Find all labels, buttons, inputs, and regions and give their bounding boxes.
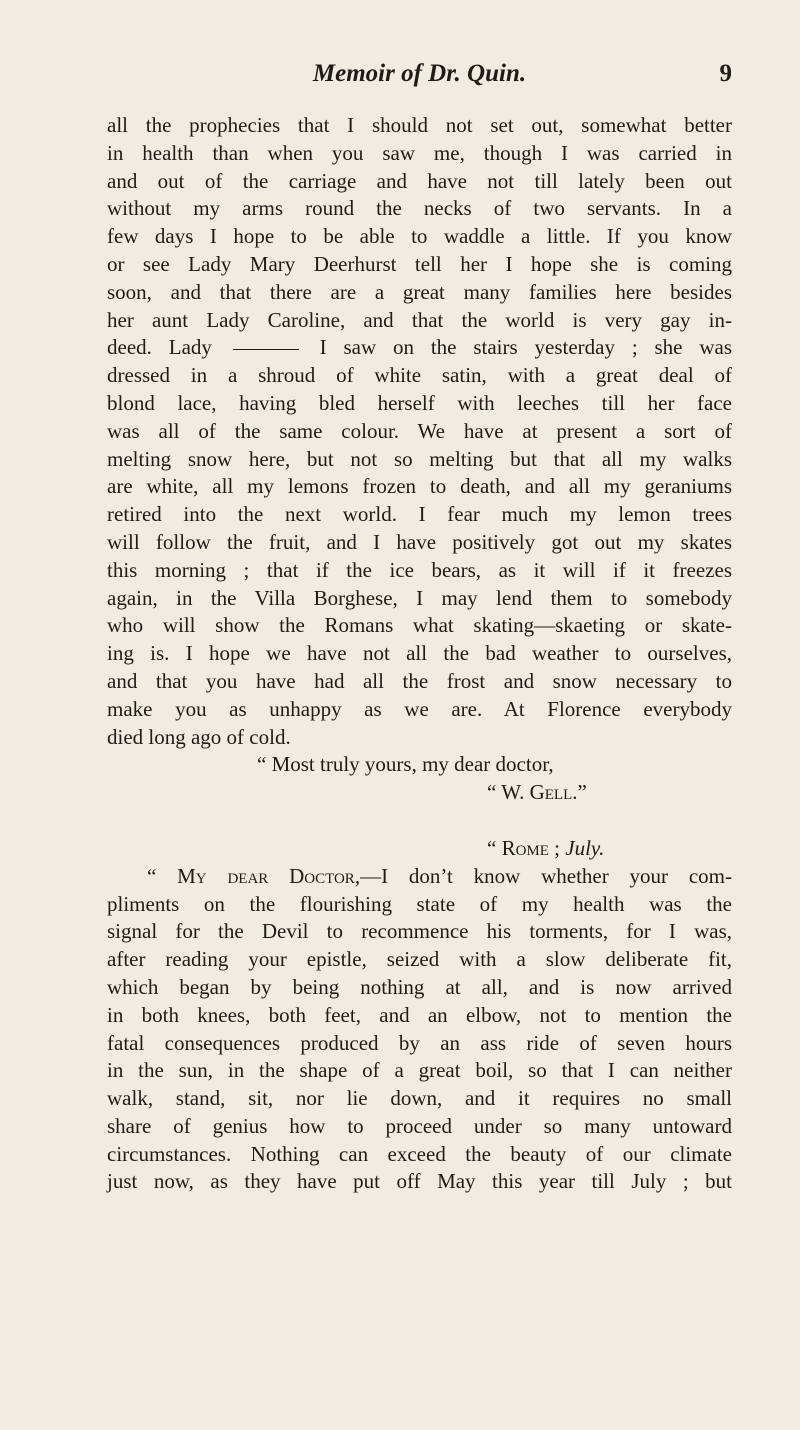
- text-line: again, in the Villa Borghese, I may lend them to somebody: [107, 585, 732, 610]
- line-segment: I saw on the stairs yesterday ; she was: [319, 335, 733, 360]
- line-segment: deed. Lady: [107, 335, 212, 360]
- line-segment: —I don’t know whether your com-: [360, 863, 733, 888]
- text-line: melting snow here, but not so melting but that all my walks: [107, 446, 732, 471]
- text-line: soon, and that there are a great many families here besides: [107, 279, 732, 304]
- text-line: her aunt Lady Caroline, and that the world is very gay in-: [107, 307, 732, 332]
- salutation: “ My dear Doctor,: [147, 863, 361, 888]
- text-line: ing is. I hope we have not all the bad weather to ourselves,: [107, 641, 732, 666]
- letter-closing: “ Most truly yours, my dear doctor,: [257, 752, 554, 777]
- text-line: which began by being nothing at all, and is now arrived: [107, 974, 732, 999]
- page-number: 9: [719, 60, 732, 87]
- text-line: died long ago of cold.: [107, 724, 291, 749]
- running-title: Memoir of Dr. Quin.: [312, 60, 527, 87]
- text-line: dressed in a shroud of white satin, with a great deal of: [107, 363, 732, 388]
- text-line: blond lace, having bled herself with leeches till her face: [107, 390, 732, 415]
- text-line: fatal consequences produced by an ass ride of seven hours: [107, 1030, 732, 1055]
- body-text: [107, 112, 732, 1196]
- text-line: and that you have had all the frost and snow necessary to: [107, 668, 732, 693]
- em-dash-rule: [233, 349, 299, 350]
- text-line: pliments on the flourishing state of my health was the: [107, 891, 732, 916]
- text-line: [107, 334, 732, 362]
- text-line: make you as unhappy as we are. At Florence everybody: [107, 696, 732, 721]
- dateline-place: “ Rome ;: [487, 835, 560, 860]
- text-line: share of genius how to proceed under so many untoward: [107, 1113, 732, 1138]
- letter-signature: “ W. Gell.”: [487, 780, 587, 805]
- text-line: after reading your epistle, seized with a slow deliberate fit,: [107, 947, 732, 972]
- text-line: signal for the Devil to recommence his torments, for I was,: [107, 919, 732, 944]
- text-line: was all of the same colour. We have at present a sort of: [107, 418, 732, 443]
- text-line: without my arms round the necks of two servants. In a: [107, 196, 732, 221]
- text-line: will follow the fruit, and I have positively got out my skates: [107, 529, 732, 554]
- dateline-date: July.: [565, 835, 605, 860]
- text-line: or see Lady Mary Deerhurst tell her I hope she is coming: [107, 251, 732, 276]
- dateline: [107, 835, 732, 863]
- text-line: this morning ; that if the ice bears, as it will if it freezes: [107, 557, 732, 582]
- text-line: in the sun, in the shape of a great boil, so that I can neither: [107, 1058, 732, 1083]
- text-line: all the prophecies that I should not set out, somewhat better: [107, 113, 732, 137]
- text-line: and out of the carriage and have not till lately been out: [107, 168, 732, 193]
- text-line: are white, all my lemons frozen to death, and all my geraniums: [107, 474, 732, 499]
- text-line: just now, as they have put off May this year till July ; but: [107, 1169, 732, 1194]
- text-line: in both knees, both feet, and an elbow, not to mention the: [107, 1002, 732, 1027]
- text-line: few days I hope to be able to waddle a little. If you know: [107, 224, 732, 249]
- text-line: who will show the Romans what skating—skaeting or skate-: [107, 613, 732, 638]
- text-line: [107, 863, 732, 891]
- text-line: circumstances. Nothing can exceed the beauty of our climate: [107, 1141, 732, 1166]
- text-line: walk, stand, sit, nor lie down, and it requires no small: [107, 1086, 732, 1111]
- text-line: in health than when you saw me, though I was carried in: [107, 140, 732, 165]
- page-header: [107, 60, 732, 100]
- text-line: retired into the next world. I fear much my lemon trees: [107, 502, 732, 527]
